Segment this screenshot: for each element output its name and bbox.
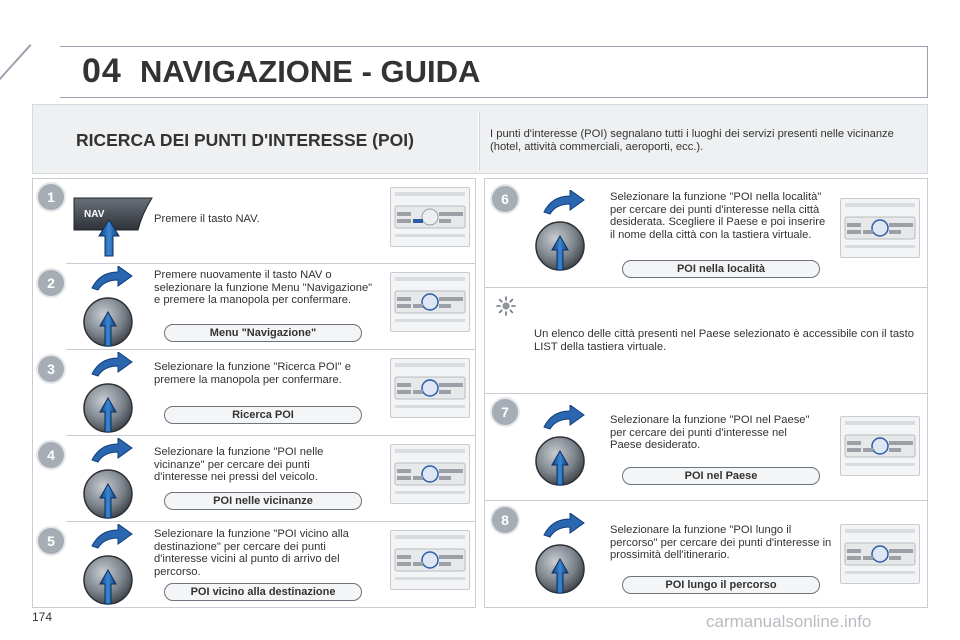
console-thumbnail: [390, 530, 470, 590]
step-text: Selezionare la funzione "POI vicino alla destinazione" per cercare dei punti d'interesse vicini al punto di arrivo del percorso.: [154, 528, 349, 578]
row-separator: [66, 349, 475, 350]
step-badge: 2: [38, 270, 64, 296]
lightbulb-icon: [494, 294, 518, 318]
menu-option-pill: Menu "Navigazione": [164, 324, 362, 342]
section-title: RICERCA DEI PUNTI D'INTERESSE (POI): [76, 130, 414, 150]
row-separator: [66, 521, 475, 522]
chapter-number: 04: [82, 52, 122, 90]
header-slash: [0, 44, 31, 103]
step-badge: 4: [38, 442, 64, 468]
watermark: carmanualsonline.info: [706, 612, 872, 631]
row-separator: [485, 287, 927, 288]
console-thumbnail: [840, 416, 920, 476]
step-text: Selezionare la funzione "POI nelle vicinanze" per cercare dei punti d'interesse nei pressi del veicolo.: [154, 446, 324, 483]
console-thumbnail: [840, 524, 920, 584]
console-thumbnail: [390, 187, 470, 247]
step-text: Premere il tasto NAV.: [154, 213, 260, 225]
knob-illustration: [530, 405, 600, 487]
tip-text: Un elenco delle città presenti nel Paese selezionato è accessibile con il tasto LIST della tastiera virtuale.: [534, 328, 914, 353]
row-separator: [485, 393, 927, 394]
page-number: 174: [32, 610, 53, 624]
nav-key-label: NAV: [84, 209, 105, 220]
step-text: Selezionare la funzione "POI nella località" per cercare dei punti d'interesse nella città desiderata. Scegliere il Paese e poi inserire il nome della città con la tastiera virtuale.: [610, 191, 826, 241]
step-text: Selezionare la funzione "Ricerca POI" e premere la manopola per confermare.: [154, 361, 351, 386]
page-title: NAVIGAZIONE - GUIDA: [140, 54, 481, 89]
knob-illustration: [78, 352, 148, 434]
console-thumbnail: [840, 198, 920, 258]
band-divider: [478, 112, 479, 170]
step-badge: 8: [492, 507, 518, 533]
nav-key-illustration: [72, 196, 162, 260]
menu-option-pill: POI nelle vicinanze: [164, 492, 362, 510]
knob-illustration: [78, 266, 148, 348]
menu-option-pill: Ricerca POI: [164, 406, 362, 424]
knob-illustration: [530, 190, 600, 272]
step-badge: 7: [492, 399, 518, 425]
console-thumbnail: [390, 444, 470, 504]
step-badge: 5: [38, 528, 64, 554]
console-thumbnail: [390, 358, 470, 418]
knob-illustration: [530, 513, 600, 595]
menu-option-pill: POI nella località: [622, 260, 820, 278]
console-thumbnail: [390, 272, 470, 332]
row-separator: [66, 263, 475, 264]
row-separator: [485, 500, 927, 501]
step-badge: 6: [492, 186, 518, 212]
step-badge: 1: [38, 184, 64, 210]
menu-option-pill: POI nel Paese: [622, 467, 820, 485]
menu-option-pill: POI vicino alla destinazione: [164, 583, 362, 601]
menu-option-pill: POI lungo il percorso: [622, 576, 820, 594]
knob-illustration: [78, 438, 148, 520]
row-separator: [66, 435, 475, 436]
section-intro: I punti d'interesse (POI) segnalano tutti i luoghi dei servizi presenti nelle vicinanze (hotel, attività commerciali, aeroporti, ecc.).: [490, 128, 894, 153]
step-text: Selezionare la funzione "POI nel Paese" per cercare dei punti d'interesse nel Paese desiderato.: [610, 414, 810, 451]
step-badge: 3: [38, 356, 64, 382]
knob-illustration: [78, 524, 148, 606]
step-text: Premere nuovamente il tasto NAV o selezionare la funzione Menu "Navigazione" e premere la manopola per confermare.: [154, 269, 373, 306]
step-text: Selezionare la funzione "POI lungo il percorso" per cercare dei punti d'interesse in prossimità dell'itinerario.: [610, 524, 832, 561]
